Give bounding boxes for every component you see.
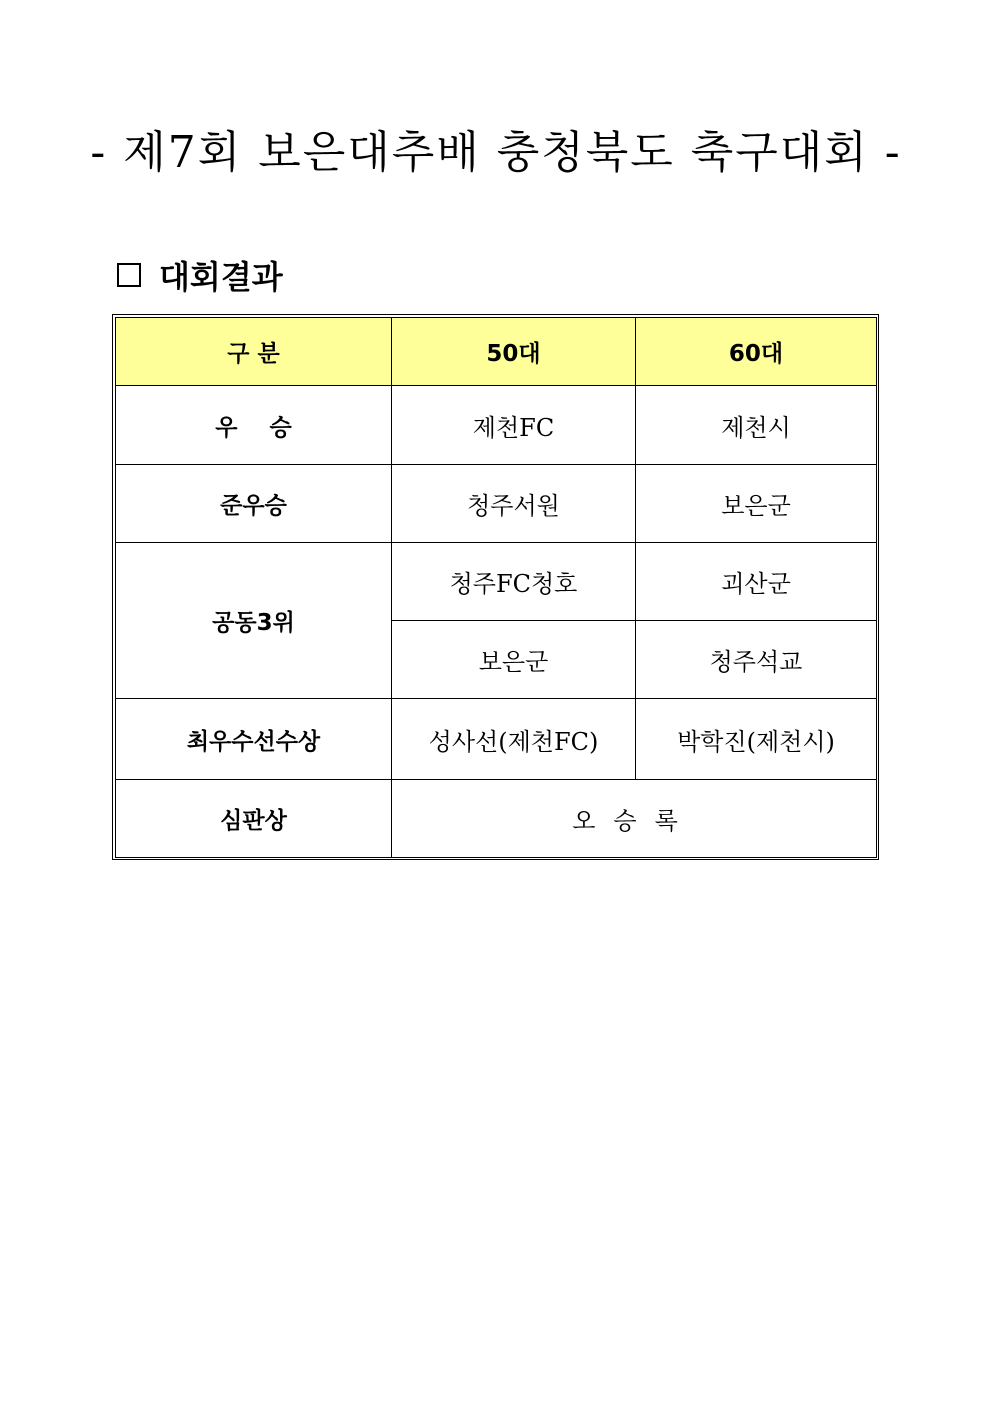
results-table-frame [112, 314, 879, 860]
section-heading [117, 252, 283, 298]
section-heading-label: 대회결과 [159, 258, 283, 296]
table-row-champion [116, 386, 877, 465]
table-row-third-a [116, 543, 877, 621]
mvp-60s: 박학진(제천시) [636, 699, 877, 780]
champion-50s: 제천FC [392, 386, 636, 465]
checkbox-icon [117, 263, 141, 287]
mvp-50s: 성사선(제천FC) [392, 699, 636, 780]
table-row-mvp [116, 699, 877, 780]
runner-up-50s: 청주서원 [392, 465, 636, 543]
referee-award-winner: 오승록 [392, 780, 877, 858]
header-50s: 50대 [392, 318, 636, 386]
champion-60s: 제천시 [636, 386, 877, 465]
header-category: 구 분 [116, 318, 392, 386]
header-60s: 60대 [636, 318, 877, 386]
third-b-60s: 청주석교 [636, 621, 877, 699]
results-table [115, 317, 877, 858]
row-label-joint-third: 공동3위 [116, 543, 392, 699]
row-label-champion: 우 승 [116, 386, 392, 465]
row-label-runner-up: 준우승 [116, 465, 392, 543]
third-a-50s: 청주FC청호 [392, 543, 636, 621]
table-header-row [116, 318, 877, 386]
runner-up-60s: 보은군 [636, 465, 877, 543]
document-title: - 제7회 보은대추배 충청북도 축구대회 - [90, 127, 902, 178]
third-a-60s: 괴산군 [636, 543, 877, 621]
row-label-mvp: 최우수선수상 [116, 699, 392, 780]
third-b-50s: 보은군 [392, 621, 636, 699]
table-row-referee [116, 780, 877, 858]
table-row-runner-up [116, 465, 877, 543]
row-label-referee: 심판상 [116, 780, 392, 858]
